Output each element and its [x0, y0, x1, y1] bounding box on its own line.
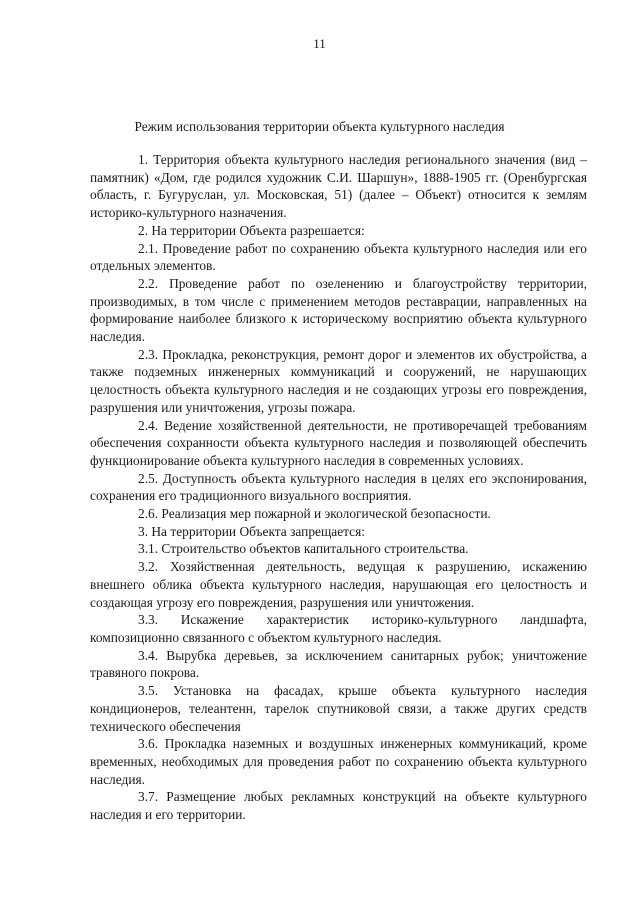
paragraph-3-5: 3.5. Установка на фасадах, крыше объекта культурного наследия кондиционеров, телеантенн, тарелок спутниковой связи, а также других средств технического обеспечения	[90, 683, 587, 734]
paragraph-3-2: 3.2. Хозяйственная деятельность, ведущая к разрушению, искажению внешнего облика объекта культурного наследия, нарушающая его целостность и создающая угрозу его повреждения, разрушения или уничтожения.	[90, 559, 587, 610]
paragraph-2-6: 2.6. Реализация мер пожарной и экологической безопасности.	[138, 506, 491, 522]
paragraph-3-6: 3.6. Прокладка наземных и воздушных инженерных коммуникаций, кроме временных, необходимых для проведения работ по сохранению объекта культурного наследия.	[90, 736, 587, 787]
paragraph-1: 1. Территория объекта культурного наследия регионального значения (вид – памятник) «Дом, где родился художник С.И. Шаршун», 1888-1905 гг. (Оренбургская область, г. Бугуруслан, ул. Московская, 51) (далее – Объект) относится к землям историко-культурного назначения.	[90, 152, 587, 221]
paragraph-2-5: 2.5. Доступность объекта культурного наследия в целях его экспонирования, сохранения его традиционного визуального восприятия.	[90, 470, 587, 504]
paragraph-3-3: 3.3. Искажение характеристик историко-культурного ландшафта, композиционно связанного с объектом культурного наследия.	[90, 612, 587, 645]
document-body	[90, 151, 587, 824]
paragraph-3-1: 3.1. Строительство объектов капитального строительства.	[138, 541, 469, 557]
page-number: 11	[313, 36, 326, 51]
paragraph-2-2: 2.2. Проведение работ по озеленению и благоустройству территории, производимых, в том числе с применением методов реставрации, направленных на формирование наиболее близкого к историческому восприятию объекта культурного наследия.	[90, 275, 587, 345]
paragraph-2-4: 2.4. Ведение хозяйственной деятельности, не противоречащей требованиям обеспечения сохранности объекта культурного наследия и позволяющей обеспечить функционирование объекта культурного наследия в современных условиях.	[90, 417, 587, 468]
paragraph-2-3: 2.3. Прокладка, реконструкция, ремонт дорог и элементов их обустройства, а также подземных инженерных коммуникаций и сооружений, не нарушающих целостность объекта культурного наследия и не создающих угрозы его повреждения, разрушения или уничтожения, угрозы пожара.	[90, 346, 587, 415]
paragraph-3-4: 3.4. Вырубка деревьев, за исключением санитарных рубок; уничтожение травяного покрова.	[90, 647, 587, 681]
paragraph-3: 3. На территории Объекта запрещается:	[138, 523, 365, 539]
paragraph-2-1: 2.1. Проведение работ по сохранению объекта культурного наследия или его отдельных элементов.	[90, 240, 587, 274]
document-title: Режим использования территории объекта культурного наследия	[134, 119, 505, 134]
paragraph-3-7: 3.7. Размещение любых рекламных конструкций на объекте культурного наследия и его территории.	[90, 789, 587, 823]
paragraph-2: 2. На территории Объекта разрешается:	[138, 222, 365, 238]
